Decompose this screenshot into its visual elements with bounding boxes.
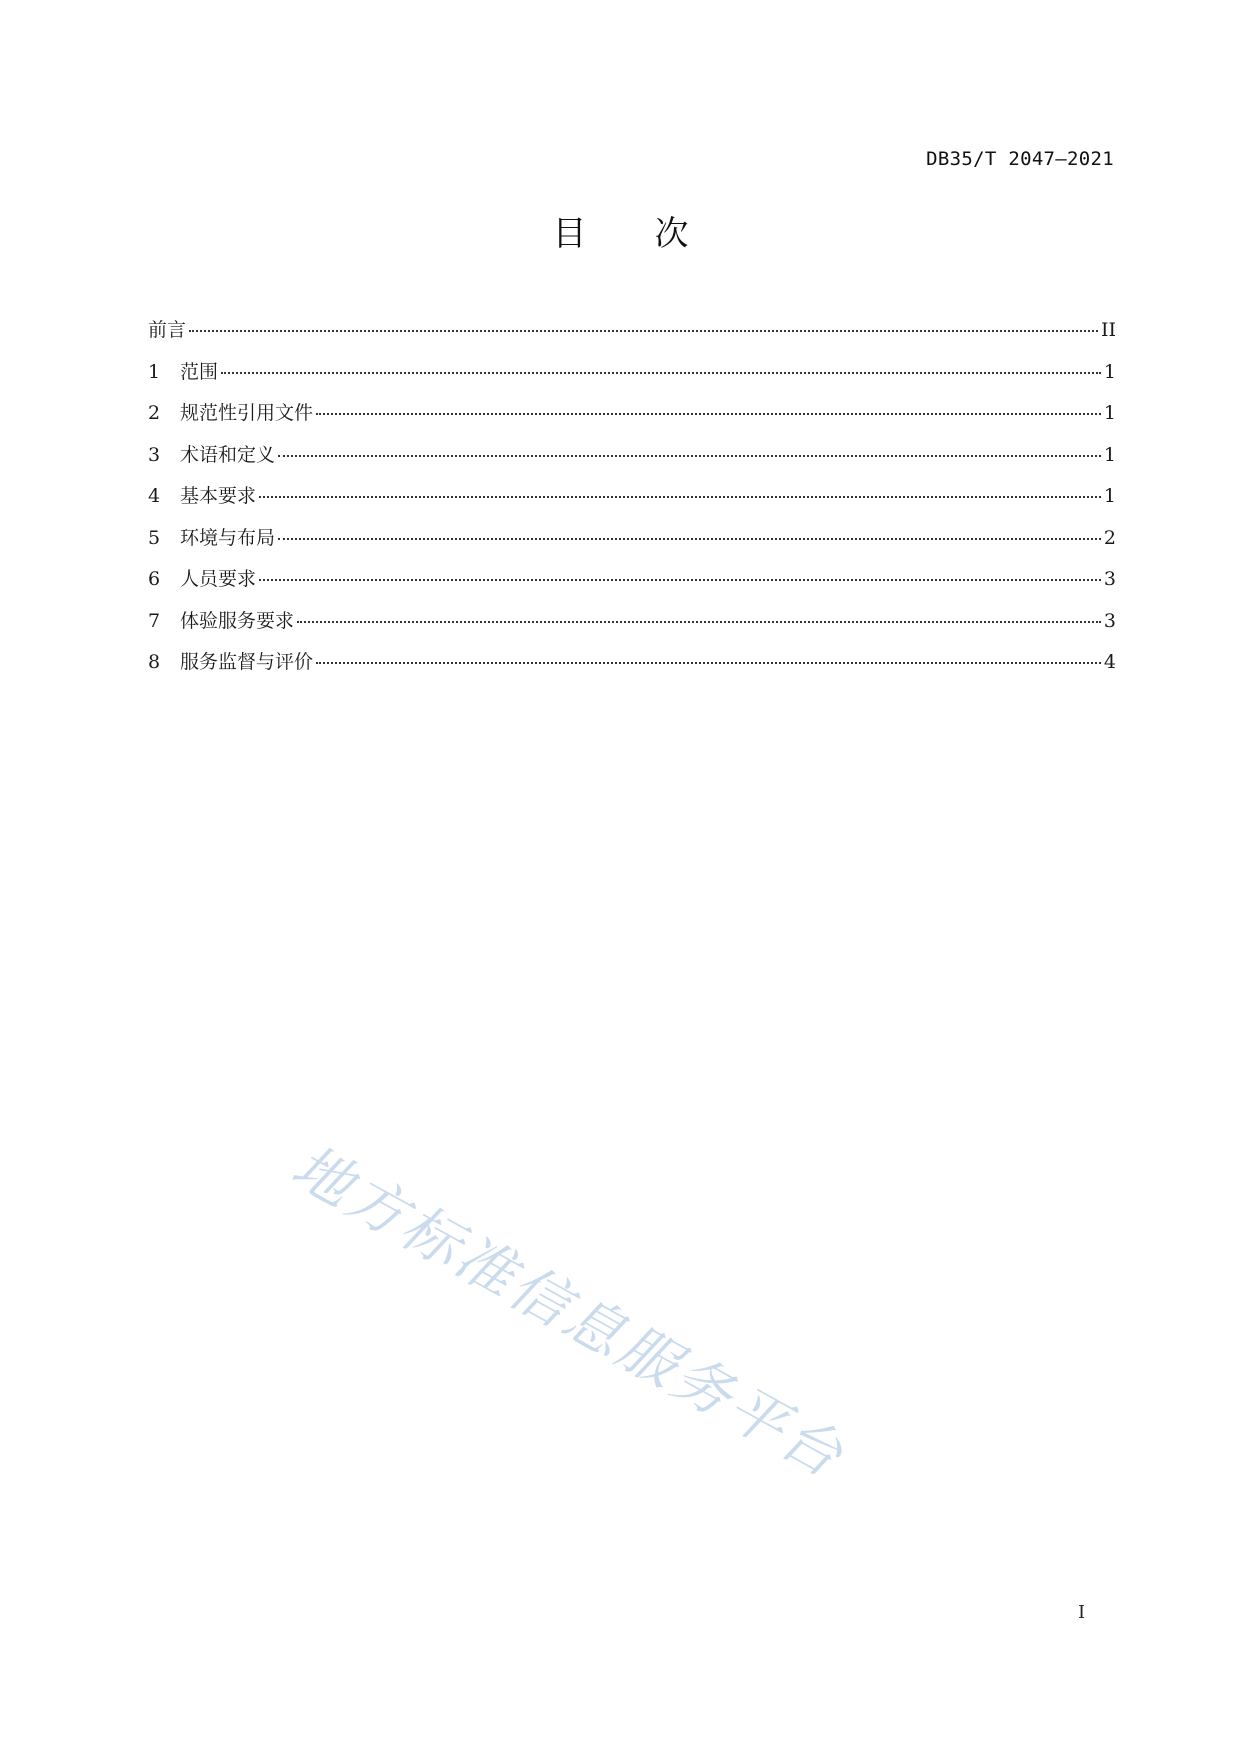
toc-number: 2: [148, 402, 161, 424]
toc-number: 8: [148, 651, 161, 673]
standard-code: DB35/T 2047—2021: [926, 148, 1114, 170]
toc-label: 体验服务要求: [180, 609, 295, 632]
page-number: I: [1078, 1602, 1086, 1623]
toc-number: 7: [148, 609, 161, 632]
toc-label: 环境与布局: [180, 526, 276, 549]
dot-leader: [278, 538, 1101, 540]
dot-leader: [297, 621, 1101, 623]
toc-page: 1: [1103, 443, 1116, 466]
toc-label: 基本要求: [180, 485, 257, 507]
toc-entry-1[interactable]: [148, 360, 1116, 402]
dot-leader: [259, 579, 1101, 581]
toc-entry-6[interactable]: [148, 567, 1116, 609]
toc-page: 3: [1103, 568, 1116, 590]
toc-label: 范围: [180, 360, 219, 383]
toc-label: 服务监督与评价: [180, 651, 314, 673]
toc-number: 4: [148, 485, 161, 507]
toc-entry-5[interactable]: [148, 526, 1116, 568]
dot-leader: [189, 330, 1098, 332]
toc-number: 1: [148, 360, 161, 383]
toc-page: 1: [1103, 485, 1116, 507]
dot-leader: [316, 413, 1101, 415]
toc-entry-3[interactable]: [148, 443, 1116, 485]
toc-number: 3: [148, 443, 161, 466]
toc-entry-7[interactable]: [148, 609, 1116, 651]
toc-entry-4[interactable]: [148, 484, 1116, 526]
toc-number: 6: [148, 568, 161, 590]
toc-page: 1: [1103, 360, 1116, 383]
watermark: 地方标准信息服务平台: [281, 1131, 857, 1492]
toc-label: 人员要求: [180, 568, 257, 590]
page-title: 目次: [552, 214, 757, 254]
toc-page: 4: [1103, 651, 1116, 673]
toc-label: 规范性引用文件: [180, 402, 314, 424]
toc-page: II: [1100, 319, 1116, 341]
toc-entry-foreword[interactable]: [148, 318, 1116, 360]
toc-entry-2[interactable]: [148, 401, 1116, 443]
dot-leader: [259, 496, 1101, 498]
toc-page: 1: [1103, 402, 1116, 424]
table-of-contents: [148, 318, 1116, 692]
dot-leader: [316, 662, 1101, 664]
toc-label: 前言: [148, 319, 187, 341]
dot-leader: [221, 372, 1101, 374]
toc-label: 术语和定义: [180, 443, 276, 466]
toc-page: 3: [1103, 609, 1116, 632]
toc-number: 5: [148, 526, 161, 549]
dot-leader: [278, 455, 1101, 457]
toc-entry-8[interactable]: [148, 650, 1116, 692]
toc-page: 2: [1103, 526, 1116, 549]
